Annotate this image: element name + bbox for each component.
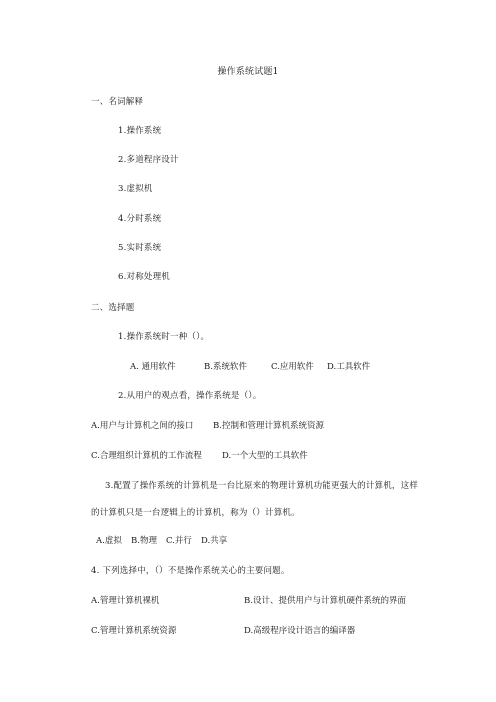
option-c: C.并行 bbox=[166, 536, 192, 546]
question-stem-line1: 3.配置了操作系统的计算机是一台比原来的物理计算机功能更强大的计算机，这样 bbox=[105, 481, 419, 491]
option-a: A.用户与计算机之间的接口 bbox=[91, 421, 194, 431]
option-c: C.合理组织计算机的工作流程 bbox=[91, 451, 202, 461]
section-heading-definitions: 一、名词解释 bbox=[91, 97, 144, 107]
option-d: D.共享 bbox=[201, 536, 228, 546]
question-stem: 1.操作系统时一种（）。 bbox=[118, 332, 210, 342]
term-item: 1.操作系统 bbox=[118, 126, 162, 136]
option-b: B.设计、提供用户与计算机硬件系统的界面 bbox=[244, 596, 406, 606]
option-a: A.虚拟 bbox=[96, 536, 122, 546]
option-d: D.高级程序设计语言的编译器 bbox=[244, 626, 356, 636]
term-item: 4.分时系统 bbox=[118, 214, 162, 224]
term-item: 2.多道程序设计 bbox=[118, 155, 179, 165]
term-item: 5.实时系统 bbox=[118, 243, 162, 253]
option-c: C.管理计算机系统资源 bbox=[91, 626, 177, 636]
document-title: 操作系统试题1 bbox=[217, 67, 279, 77]
option-a: A. 通用软件 bbox=[130, 362, 176, 372]
option-c: C.应用软件 bbox=[271, 362, 314, 372]
question-stem: 2.从用户的观点看，操作系统是（）。 bbox=[118, 391, 262, 401]
term-item: 6.对称处理机 bbox=[118, 272, 171, 282]
option-d: D.一个大型的工具软件 bbox=[222, 451, 308, 461]
option-b: B.系统软件 bbox=[204, 362, 247, 372]
question-stem: 4. 下列选择中，（）不是操作系统关心的主要问题。 bbox=[91, 566, 290, 576]
option-b: B.控制和管理计算机系统资源 bbox=[213, 421, 324, 431]
option-a: A.管理计算机裸机 bbox=[91, 596, 160, 606]
option-b: B.物理 bbox=[131, 536, 157, 546]
term-item: 3.虚拟机 bbox=[118, 184, 153, 194]
section-heading-choices: 二、选择题 bbox=[91, 303, 135, 313]
question-stem-line2: 的计算机只是一台逻辑上的计算机，称为（）计算机。 bbox=[91, 508, 300, 518]
option-d: D.工具软件 bbox=[327, 362, 371, 372]
